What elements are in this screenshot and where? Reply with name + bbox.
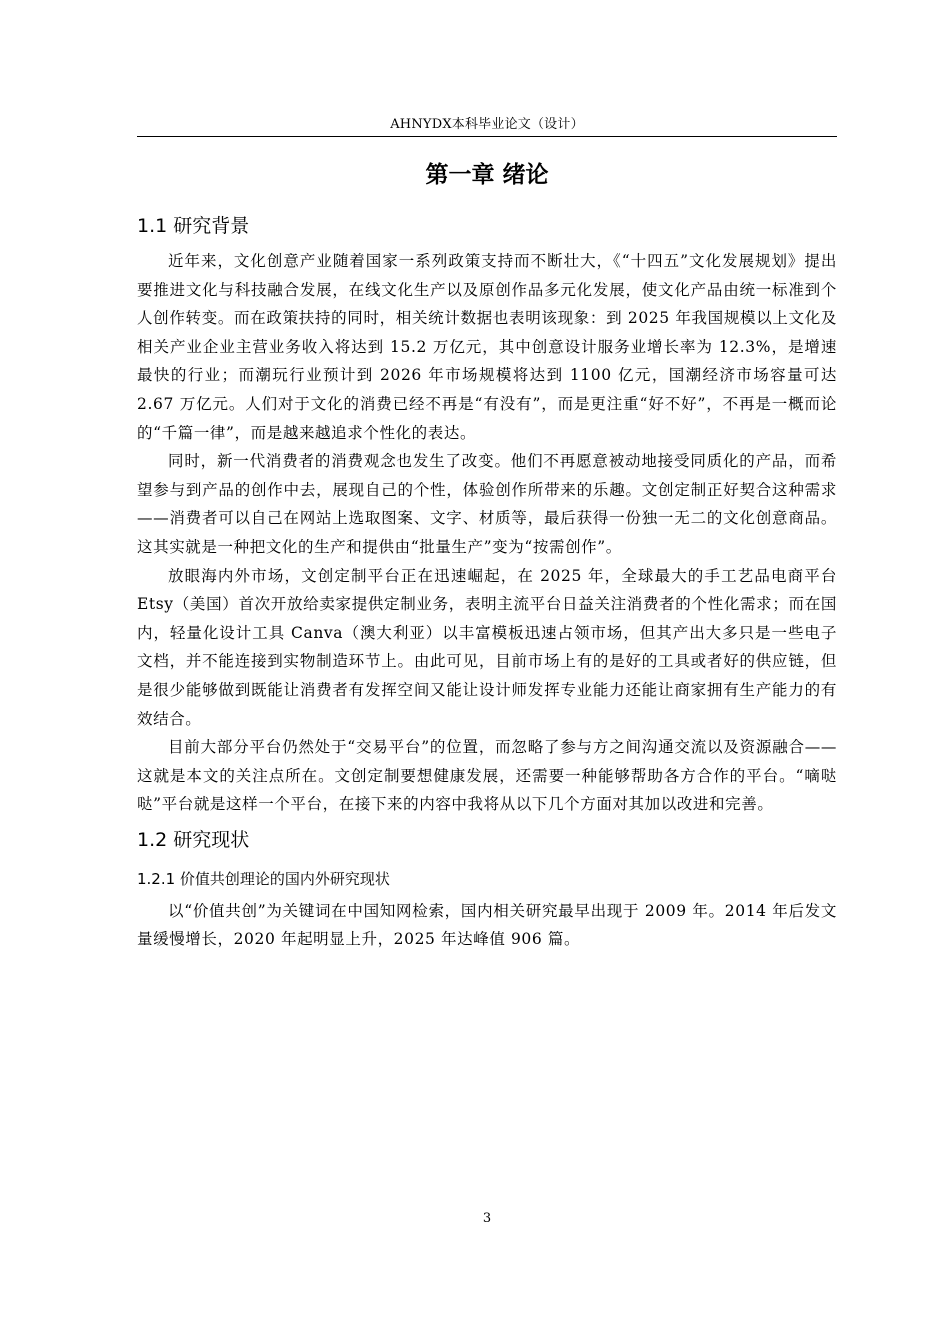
paragraph-background-2: 同时，新一代消费者的消费观念也发生了改变。他们不再愿意被动地接受同质化的产品，而希望参与到产品的创作中去，展现自己的个性，体验创作所带来的乐趣。文创定制正好契合这种需求——消费者可以自己在网站上选取图案、文字、材质等，最后获得一份独一无二的文化创意商品。这其实就是一种把文化的生产和提供由“批量生产”变为“按需创作”。 <box>137 452 837 556</box>
paragraph-background-3: 放眼海内外市场，文创定制平台正在迅速崛起，在 2025 年，全球最大的手工艺品电商平台 Etsy（美国）首次开放给卖家提供定制业务，表明主流平台日益关注消费者的个性化需求；而在国内，轻量化设计工具 Canva（澳大利亚）以丰富模板迅速占领市场，但其产出大多只是一些电子文档，并不能连接到实物制造环节上。由此可见，目前市场上有的是好的工具或者好的供应链，但是很少能够做到既能让消费者有发挥空间又能让设计师发挥专业能力还能让商家拥有生产能力的有效结合。 <box>137 566 837 728</box>
paragraph-background-4: 目前大部分平台仍然处于“交易平台”的位置，而忽略了参与方之间沟通交流以及资源融合——这就是本文的关注点所在。文创定制要想健康发展，还需要一种能够帮助各方合作的平台。“嘀哒哒”平台就是这样一个平台，在接下来的内容中我将从以下几个方面对其加以改进和完善。 <box>137 738 837 814</box>
subsection-heading-value-cocreation: 1.2.1 价值共创理论的国内外研究现状 <box>137 869 390 888</box>
paragraph-value-cocreation-1: 以“价值共创”为关键词在中国知网检索，国内相关研究最早出现于 2009 年。2014 年后发文量缓慢增长，2020 年起明显上升，2025 年达峰值 906 篇。 <box>137 901 837 949</box>
page-body <box>137 205 837 954</box>
section-heading-background: 1.1 研究背景 <box>137 215 250 237</box>
chapter-title: 第一章 绪论 <box>425 162 549 188</box>
header-rule <box>137 136 837 137</box>
section-heading-status: 1.2 研究现状 <box>137 828 250 851</box>
page-number: 3 <box>482 1211 492 1226</box>
running-header: AHNYDX本科毕业论文（设计） <box>390 117 584 132</box>
paragraph-background-1: 近年来，文化创意产业随着国家一系列政策支持而不断壮大，《“十四五”文化发展规划》提出要推进文化与科技融合发展，在线文化生产以及原创作品多元化发展，使文化产品由统一标准到个人创作转变。而在政策扶持的同时，相关统计数据也表明该现象：到 2025 年我国规模以上文化及相关产业企业主营业务收入将达到 15.2 万亿元，其中创意设计服务业增长率为 12.3%，是增速最快的行业；而潮玩行业预计到 2026 年市场规模将达到 1100 亿元，国潮经济市场容量可达 2.67 万亿元。人们对于文化的消费已经不再是“有没有”，而是更注重“好不好”，不再是一概而论的“千篇一律”，而是越来越追求个性化的表达。 <box>137 252 837 442</box>
